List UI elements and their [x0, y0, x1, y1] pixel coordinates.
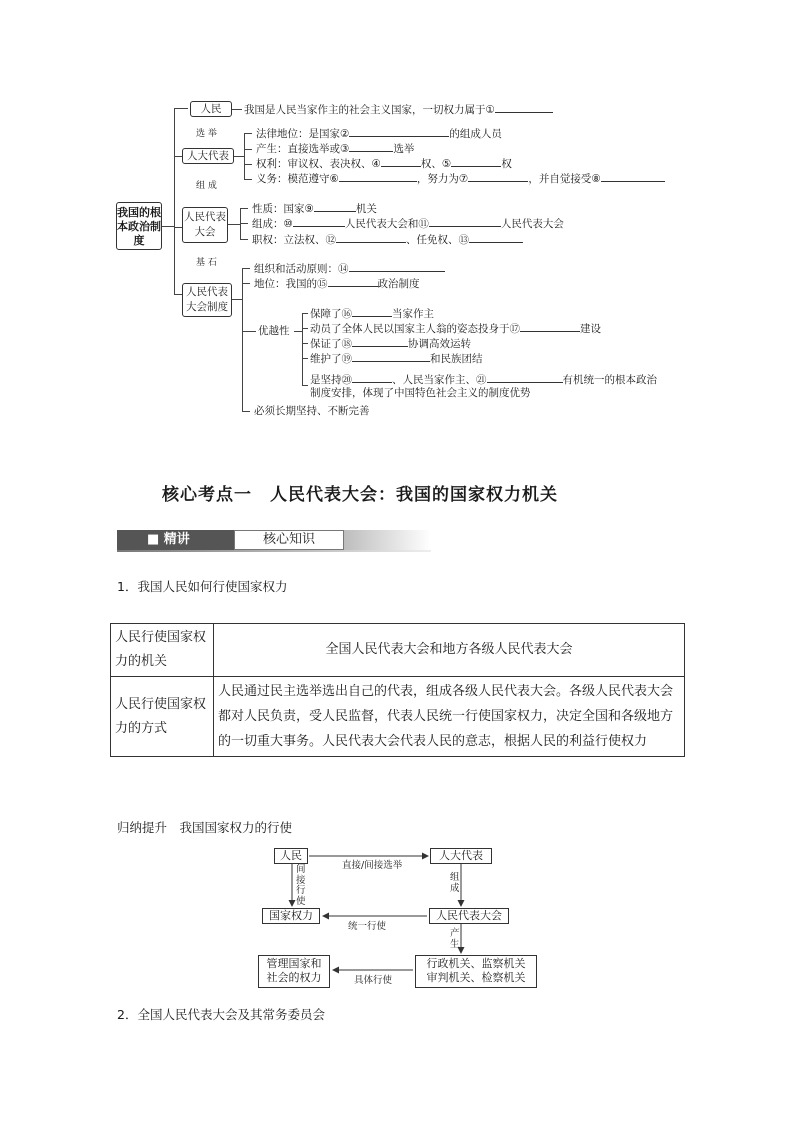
- node-system: 人民代表大会制度: [182, 283, 232, 317]
- advantage-2: 动员了全体人民以国家主人翁的姿态投身于⑰ 建设: [310, 323, 601, 335]
- advantage-5b: 制度安排，体现了中国特色社会主义的制度优势: [310, 387, 531, 399]
- node-congress: 人民代表大会: [182, 207, 228, 243]
- deputy-duty: 义务：模范遵守⑥ ，努力为⑦ ，并自觉接受⑧: [256, 171, 665, 186]
- deputy-rights: 权利：审议权、表决权、④ 权、⑤ 权: [256, 158, 512, 170]
- heading-1: 1．我国人民如何行使国家权力: [117, 579, 288, 594]
- system-principle: 组织和活动原则：⑭: [254, 261, 445, 276]
- advantage-1: 保障了⑯ 当家作主: [310, 308, 434, 320]
- label-indirect: 间接行使: [296, 864, 306, 907]
- section-title: 核心考点一 人民代表大会：我国的国家权力机关: [162, 485, 558, 505]
- congress-power: 职权：立法权、⑫ 、任免权、⑬: [252, 232, 523, 247]
- table-content: 人民通过民主选举选出自己的代表，组成各级人民代表大会。各级人民代表大会都对人民负责，受人民监督，代表人民统一行使国家权力，决定全国和各级地方的一切重大事务。人民代表大会代表人民的意志，根据人民的利益行使权力: [214, 677, 685, 757]
- people-line: 我国是人民当家作主的社会主义国家，一切权力属于①: [244, 102, 553, 117]
- table-content: 全国人民代表大会和地方各级人民代表大会: [214, 624, 685, 677]
- advantage-4: 维护了⑲ 和民族团结: [310, 353, 483, 365]
- banner-jingjiang: ■ 精讲: [117, 530, 234, 550]
- flow-state-power: 国家权力: [262, 908, 320, 924]
- flow-people: 人民: [274, 848, 308, 864]
- label-concrete: 具体行使: [354, 975, 393, 986]
- congress-composition: 组成：⑩ 人民代表大会和⑪ 人民代表大会: [252, 218, 564, 230]
- system-must: 必须长期坚持、不断完善: [254, 405, 370, 417]
- node-deputies: 人大代表: [182, 148, 234, 164]
- label-unify: 统一行使: [348, 921, 387, 932]
- summary-title: 归纳提升 我国国家权力的行使: [117, 820, 293, 835]
- advantage-5a: 是坚持⑳ 、人民当家作主、㉑ 有机统一的根本政治: [310, 374, 657, 386]
- link-compose: 组 成: [196, 181, 217, 191]
- label-elect: 直接/间接选举: [342, 860, 403, 871]
- system-position: 地位：我国的⑮ 政治制度: [254, 278, 420, 290]
- flow-deputies: 人大代表: [430, 848, 492, 864]
- flow-manage: 管理国家和社会的权力: [258, 955, 330, 988]
- system-advantage-label: 优越性: [258, 325, 290, 337]
- banner-core-knowledge: 核心知识: [234, 530, 344, 550]
- label-produce: 产生: [450, 928, 460, 950]
- heading-2: 2．全国人民代表大会及其常务委员会: [117, 1007, 325, 1022]
- advantage-3: 保证了⑱ 协调高效运转: [310, 338, 471, 350]
- flow-congress: 人民代表大会: [429, 908, 509, 924]
- root-node: 我国的根本政治制度: [116, 202, 162, 250]
- deputy-status: 法律地位：是国家② 的组成人员: [256, 128, 502, 140]
- node-people: 人民: [190, 101, 232, 117]
- table-label: 人民行使国家权力的机关: [111, 624, 214, 677]
- congress-nature: 性质：国家⑨ 机关: [252, 203, 377, 215]
- link-base: 基 石: [196, 258, 217, 268]
- label-compose: 组成: [450, 872, 460, 894]
- link-elect: 选 举: [196, 129, 217, 139]
- deputy-origin: 产生：直接选举或③ 选举: [256, 143, 415, 155]
- table-label: 人民行使国家权力的方式: [111, 677, 214, 757]
- flow-organs: 行政机关、监察机关 审判机关、检察机关: [415, 955, 537, 988]
